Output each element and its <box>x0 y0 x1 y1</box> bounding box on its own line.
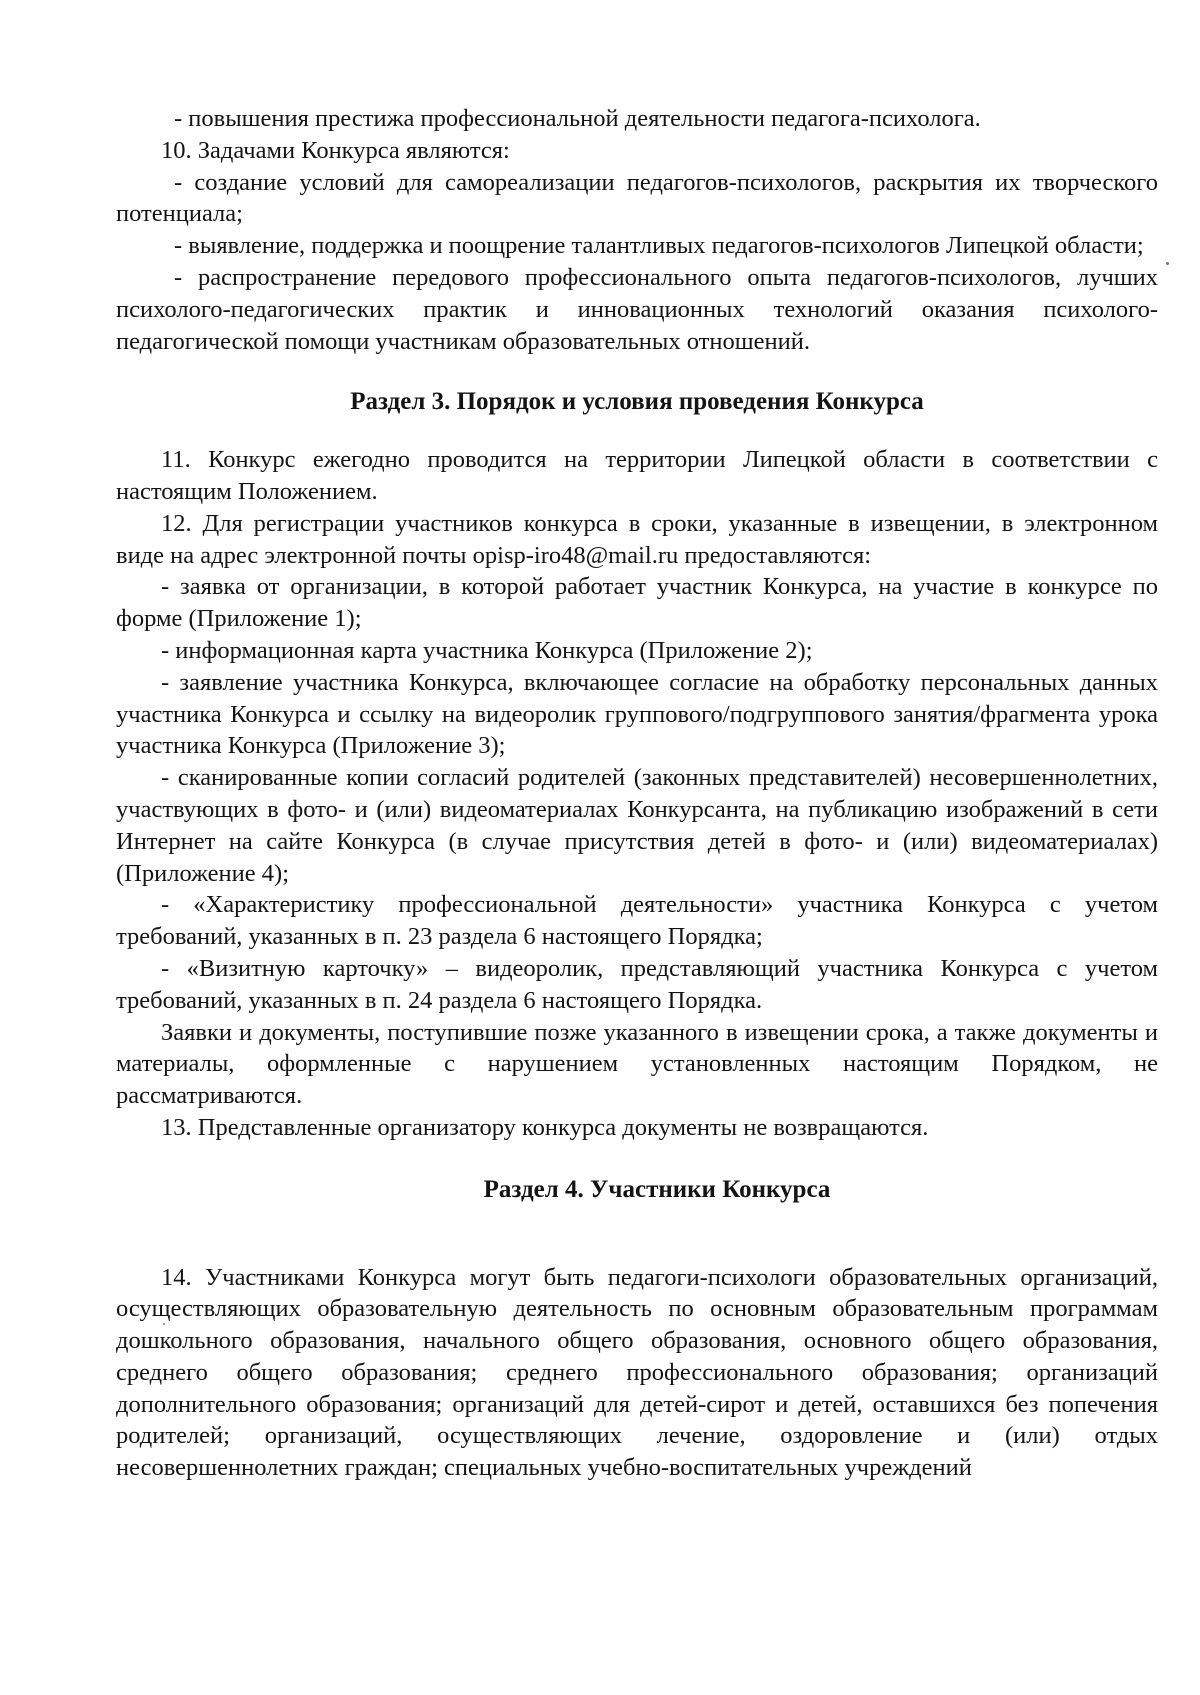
list-item-prestige: - повышения престижа профессиональной деятельности педагога-психолога. <box>174 105 981 132</box>
section-4-heading: Раздел 4. Участники Конкурса <box>483 1175 831 1203</box>
paragraph-11: 11. Конкурс ежегодно проводится на территории Липецкой области в соответствии с настоящим Положением. <box>116 446 1158 505</box>
list-item-talent-support: - выявление, поддержка и поощрение талантливых педагогов-психологов Липецкой области; <box>174 232 1144 260</box>
paragraph-14: 14. Участниками Конкурса могут быть педагоги-психологи образовательных организаций, осуществляющих образовательную деятельность по основным образовательным программам дошкольного образования, начального общего образования, основного общего образования, среднего общего образования; среднего профессионального образования; организаций дополнительного образования; организаций для детей-сирот и детей, оставшихся без попечения родителей; организаций, осуществляющих лечение, оздоровление и (или) отдых несовершеннолетних граждан; специальных учебно-воспитательных учреждений <box>116 1263 1158 1482</box>
paragraph-13: 13. Представленные организатору конкурса документы не возвращаются. <box>161 1113 929 1141</box>
list-item-self-realization: - создание условий для самореализации педагогов-психологов, раскрытия их творческого потенциала; <box>116 168 1158 228</box>
paragraph-late-applications: Заявки и документы, поступившие позже указанного в извещении срока, а также документы и материалы, оформленные с нарушением установленных настоящим Порядком, не рассматриваются. <box>116 1018 1158 1110</box>
list-item-info-card: - информационная карта участника Конкурса (Приложение 2); <box>161 636 813 664</box>
scan-speck <box>1166 262 1169 265</box>
list-item-statement: - заявление участника Конкурса, включающее согласие на обработку персональных данных участника Конкурса и ссылку на видеоролик группового/подгруппового занятия/фрагмента урока участника Конкурса (Приложение 3); <box>116 668 1158 760</box>
list-item-experience-sharing: - распространение передового профессионального опыта педагогов-психологов, лучших психолого-педагогических практик и инновационных технологий оказания психолого-педагогической помощи участникам образовательных отношений. <box>116 263 1158 355</box>
paragraph-10: 10. Задачами Конкурса являются: <box>161 136 510 164</box>
paragraph-12: 12. Для регистрации участников конкурса в сроки, указанные в извещении, в электронном виде на адрес электронной почты opisp-iro48@mail.ru предоставляются: <box>116 509 1158 569</box>
list-item-application: - заявка от организации, в которой работает участник Конкурса, на участие в конкурсе по форме (Приложение 1); <box>116 573 1158 633</box>
section-3-heading: Раздел 3. Порядок и условия проведения Конкурса <box>350 388 924 416</box>
list-item-consents: - сканированные копии согласий родителей (законных представителей) несовершеннолетних, участвующих в фото- и (или) видеоматериалах Конкурсанта, на публикацию изображений в сети Интернет на сайте Конкурса (в случае присутствия детей в фото- и (или) видеоматериалах) (Приложение 4); <box>116 764 1158 887</box>
list-item-business-card: - «Визитную карточку» – видеоролик, представляющий участника Конкурса с учетом требований, указанных в п. 24 раздела 6 настоящего Порядка. <box>116 954 1158 1014</box>
list-item-characteristic: - «Характеристику профессиональной деятельности» участника Конкурса с учетом требований, указанных в п. 23 раздела 6 настоящего Порядка; <box>116 891 1158 951</box>
document-body <box>116 103 1158 1484</box>
scan-speck <box>163 1323 165 1325</box>
